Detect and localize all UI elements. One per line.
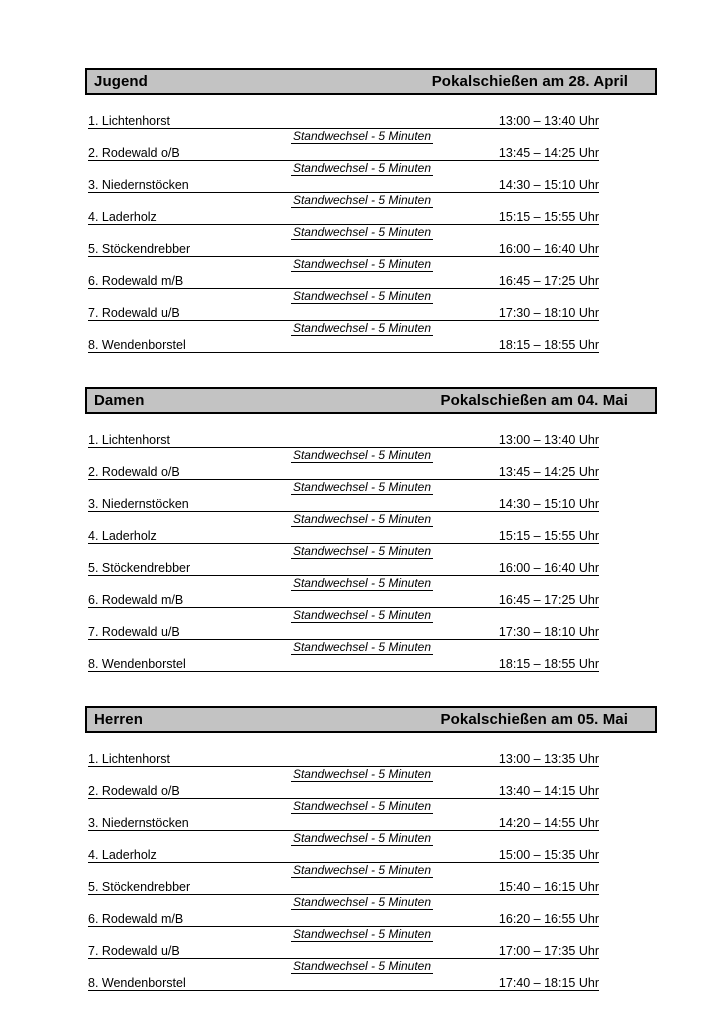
team-row (88, 624, 599, 640)
team-name: 1. Lichtenhorst (88, 752, 170, 766)
standwechsel-label: Standwechsel - 5 Minuten (292, 129, 432, 143)
standwechsel-label: Standwechsel - 5 Minuten (292, 640, 432, 654)
standwechsel-row (0, 767, 724, 783)
standwechsel-label: Standwechsel - 5 Minuten (292, 895, 432, 909)
standwechsel-row (0, 576, 724, 592)
standwechsel-row (0, 608, 724, 624)
time-range: 14:20 – 14:55 Uhr (498, 816, 599, 830)
team-row (88, 209, 599, 225)
team-name: 3. Niedernstöcken (88, 178, 189, 192)
team-name: 1. Lichtenhorst (88, 114, 170, 128)
standwechsel-row (0, 959, 724, 975)
standwechsel-label: Standwechsel - 5 Minuten (292, 289, 432, 303)
standwechsel-label: Standwechsel - 5 Minuten (292, 544, 432, 558)
standwechsel-label: Standwechsel - 5 Minuten (292, 799, 432, 813)
section-title: Herren (94, 711, 143, 728)
section-herren (0, 706, 724, 991)
team-row (88, 847, 599, 863)
standwechsel-label: Standwechsel - 5 Minuten (292, 257, 432, 271)
time-range: 17:30 – 18:10 Uhr (498, 625, 599, 639)
team-name: 7. Rodewald u/B (88, 625, 180, 639)
time-range: 13:45 – 14:25 Uhr (498, 465, 599, 479)
section-damen (0, 387, 724, 672)
standwechsel-label: Standwechsel - 5 Minuten (292, 831, 432, 845)
team-row (88, 464, 599, 480)
team-name: 7. Rodewald u/B (88, 944, 180, 958)
team-name: 8. Wendenborstel (88, 657, 186, 671)
team-row (88, 911, 599, 927)
standwechsel-label: Standwechsel - 5 Minuten (292, 576, 432, 590)
team-name: 4. Laderholz (88, 529, 157, 543)
team-name: 4. Laderholz (88, 210, 157, 224)
team-row (88, 241, 599, 257)
team-name: 4. Laderholz (88, 848, 157, 862)
team-row (88, 273, 599, 289)
team-name: 2. Rodewald o/B (88, 784, 180, 798)
standwechsel-row (0, 512, 724, 528)
team-row (88, 783, 599, 799)
team-name: 3. Niedernstöcken (88, 816, 189, 830)
team-name: 7. Rodewald u/B (88, 306, 180, 320)
team-name: 2. Rodewald o/B (88, 465, 180, 479)
team-row (88, 592, 599, 608)
section-event-title: Pokalschießen am 05. Mai (440, 711, 628, 728)
team-row (88, 879, 599, 895)
standwechsel-label: Standwechsel - 5 Minuten (292, 927, 432, 941)
standwechsel-row (0, 863, 724, 879)
standwechsel-row (0, 129, 724, 145)
time-range: 15:00 – 15:35 Uhr (498, 848, 599, 862)
section-jugend (0, 68, 724, 353)
team-row (88, 943, 599, 959)
team-row (88, 656, 599, 672)
standwechsel-row (0, 161, 724, 177)
team-row (88, 113, 599, 129)
time-range: 18:15 – 18:55 Uhr (498, 338, 599, 352)
time-range: 13:45 – 14:25 Uhr (498, 146, 599, 160)
time-range: 17:30 – 18:10 Uhr (498, 306, 599, 320)
standwechsel-label: Standwechsel - 5 Minuten (292, 161, 432, 175)
time-range: 16:00 – 16:40 Uhr (498, 242, 599, 256)
time-range: 17:00 – 17:35 Uhr (498, 944, 599, 958)
section-event-title: Pokalschießen am 28. April (431, 73, 628, 90)
time-range: 17:40 – 18:15 Uhr (498, 976, 599, 990)
time-range: 13:00 – 13:40 Uhr (498, 114, 599, 128)
team-row (88, 815, 599, 831)
standwechsel-row (0, 927, 724, 943)
time-range: 13:00 – 13:35 Uhr (498, 752, 599, 766)
team-row (88, 145, 599, 161)
team-name: 6. Rodewald m/B (88, 593, 184, 607)
standwechsel-row (0, 799, 724, 815)
standwechsel-row (0, 289, 724, 305)
standwechsel-label: Standwechsel - 5 Minuten (292, 767, 432, 781)
team-name: 5. Stöckendrebber (88, 242, 191, 256)
time-range: 13:00 – 13:40 Uhr (498, 433, 599, 447)
standwechsel-row (0, 321, 724, 337)
standwechsel-row (0, 193, 724, 209)
section-header (85, 387, 657, 414)
time-range: 14:30 – 15:10 Uhr (498, 497, 599, 511)
team-name: 6. Rodewald m/B (88, 274, 184, 288)
time-range: 18:15 – 18:55 Uhr (498, 657, 599, 671)
standwechsel-row (0, 225, 724, 241)
time-range: 16:45 – 17:25 Uhr (498, 593, 599, 607)
standwechsel-label: Standwechsel - 5 Minuten (292, 321, 432, 335)
standwechsel-row (0, 895, 724, 911)
time-range: 16:20 – 16:55 Uhr (498, 912, 599, 926)
section-title: Damen (94, 392, 145, 409)
team-name: 2. Rodewald o/B (88, 146, 180, 160)
schedule-rows (0, 113, 724, 353)
team-row (88, 305, 599, 321)
team-row (88, 337, 599, 353)
standwechsel-row (0, 640, 724, 656)
team-name: 1. Lichtenhorst (88, 433, 170, 447)
schedule-rows (0, 432, 724, 672)
standwechsel-row (0, 544, 724, 560)
team-row (88, 496, 599, 512)
team-name: 5. Stöckendrebber (88, 561, 191, 575)
time-range: 15:15 – 15:55 Uhr (498, 210, 599, 224)
standwechsel-label: Standwechsel - 5 Minuten (292, 863, 432, 877)
team-name: 6. Rodewald m/B (88, 912, 184, 926)
team-name: 8. Wendenborstel (88, 338, 186, 352)
section-event-title: Pokalschießen am 04. Mai (440, 392, 628, 409)
standwechsel-label: Standwechsel - 5 Minuten (292, 193, 432, 207)
section-title: Jugend (94, 73, 148, 90)
time-range: 13:40 – 14:15 Uhr (498, 784, 599, 798)
standwechsel-label: Standwechsel - 5 Minuten (292, 225, 432, 239)
time-range: 15:15 – 15:55 Uhr (498, 529, 599, 543)
time-range: 14:30 – 15:10 Uhr (498, 178, 599, 192)
team-row (88, 432, 599, 448)
section-header (85, 706, 657, 733)
standwechsel-row (0, 448, 724, 464)
standwechsel-label: Standwechsel - 5 Minuten (292, 608, 432, 622)
section-header (85, 68, 657, 95)
team-name: 5. Stöckendrebber (88, 880, 191, 894)
team-row (88, 975, 599, 991)
team-row (88, 560, 599, 576)
time-range: 16:45 – 17:25 Uhr (498, 274, 599, 288)
team-row (88, 177, 599, 193)
team-row (88, 751, 599, 767)
standwechsel-row (0, 257, 724, 273)
schedule-rows (0, 751, 724, 991)
standwechsel-row (0, 831, 724, 847)
team-name: 8. Wendenborstel (88, 976, 186, 990)
standwechsel-label: Standwechsel - 5 Minuten (292, 959, 432, 973)
standwechsel-label: Standwechsel - 5 Minuten (292, 448, 432, 462)
standwechsel-label: Standwechsel - 5 Minuten (292, 480, 432, 494)
team-name: 3. Niedernstöcken (88, 497, 189, 511)
team-row (88, 528, 599, 544)
standwechsel-label: Standwechsel - 5 Minuten (292, 512, 432, 526)
time-range: 15:40 – 16:15 Uhr (498, 880, 599, 894)
time-range: 16:00 – 16:40 Uhr (498, 561, 599, 575)
standwechsel-row (0, 480, 724, 496)
